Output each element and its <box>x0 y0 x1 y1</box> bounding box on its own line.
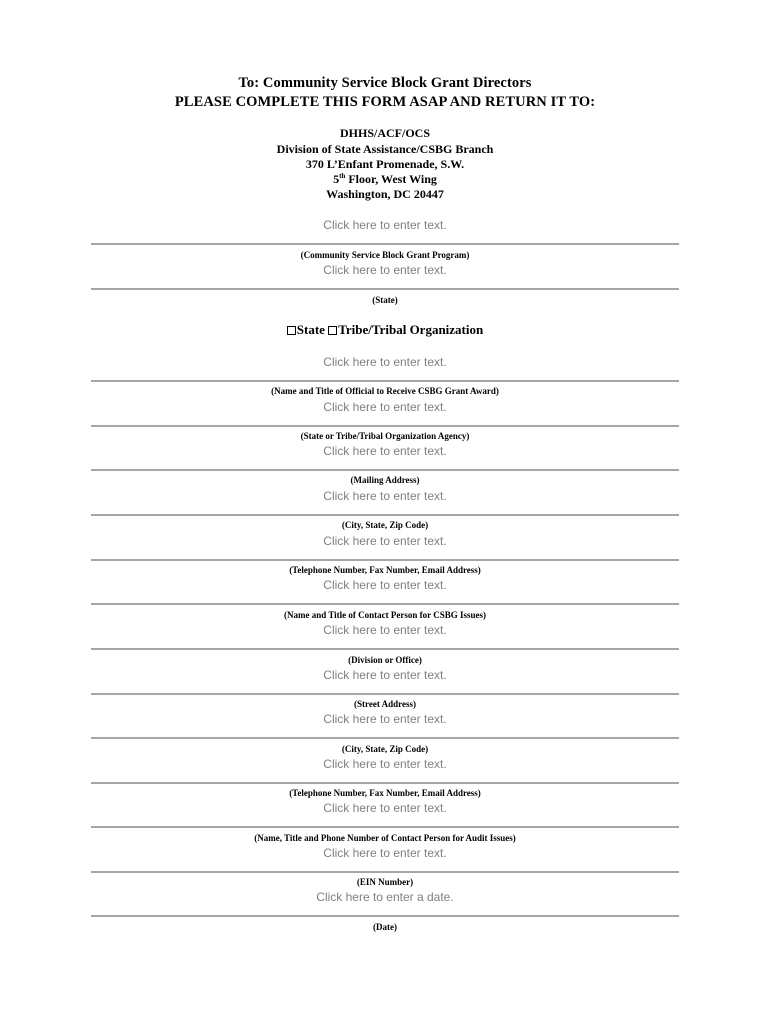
field-underline <box>91 288 679 290</box>
street-address-input[interactable]: Click here to enter text. <box>323 668 447 682</box>
city-state-zip-input[interactable]: Click here to enter text. <box>323 489 447 503</box>
field-caption: (State) <box>372 295 398 305</box>
field-underline <box>91 915 679 917</box>
ein-number-input[interactable]: Click here to enter text. <box>323 846 447 860</box>
field-caption: (City, State, Zip Code) <box>341 520 429 530</box>
field-underline <box>91 514 679 516</box>
state-input[interactable]: Click here to enter text. <box>323 263 447 277</box>
field-caption: (State or Tribe/Tribal Organization Agency) <box>300 431 470 441</box>
contact-city-state-zip-input[interactable]: Click here to enter text. <box>323 712 447 726</box>
address-city: Washington, DC 20447 <box>326 187 444 201</box>
header-recipient-line: To: Community Service Block Grant Directors <box>238 75 532 91</box>
field-caption: (EIN Number) <box>356 877 414 887</box>
program-input[interactable]: Click here to enter text. <box>323 218 447 232</box>
csbg-contact-input[interactable]: Click here to enter text. <box>323 578 447 592</box>
field-underline <box>91 826 679 828</box>
address-floor-number: 5 <box>333 172 340 186</box>
field-caption: (Mailing Address) <box>350 475 420 485</box>
field-caption: (Street Address) <box>354 699 416 709</box>
address-division: Division of State Assistance/CSBG Branch <box>276 142 494 156</box>
field-underline <box>91 469 679 471</box>
division-office-input[interactable]: Click here to enter text. <box>323 623 447 637</box>
address-org: DHHS/ACF/OCS <box>339 126 430 140</box>
field-caption: (Telephone Number, Fax Number, Email Address) <box>289 565 481 575</box>
field-underline <box>91 559 679 561</box>
field-caption: (City, State, Zip Code) <box>341 744 429 754</box>
field-underline <box>91 693 679 695</box>
field-caption: (Name, Title and Phone Number of Contact Person for Audit Issues) <box>254 833 516 843</box>
address-street: 370 L’Enfant Promenade, S.W. <box>305 157 465 171</box>
state-checkbox[interactable] <box>287 326 296 335</box>
mailing-address-input[interactable]: Click here to enter text. <box>323 444 447 458</box>
state-checkbox-label: State <box>296 322 325 337</box>
field-caption: (Date) <box>373 922 397 932</box>
field-underline <box>91 380 679 382</box>
tribe-checkbox[interactable] <box>328 326 337 335</box>
audit-contact-input[interactable]: Click here to enter text. <box>323 801 447 815</box>
address-floor <box>0 172 770 187</box>
field-caption: (Telephone Number, Fax Number, Email Address) <box>289 788 481 798</box>
field-caption: (Name and Title of Contact Person for CSBG Issues) <box>284 610 486 620</box>
field-underline <box>91 648 679 650</box>
field-underline <box>91 243 679 245</box>
date-input[interactable]: Click here to enter a date. <box>316 890 454 904</box>
tribe-checkbox-label: Tribe/Tribal Organization <box>338 322 484 337</box>
field-underline <box>91 737 679 739</box>
address-floor-suffix: th <box>339 172 346 180</box>
official-name-title-input[interactable]: Click here to enter text. <box>323 355 447 369</box>
tribe-option[interactable] <box>328 322 483 338</box>
address-floor-rest: Floor, West Wing <box>345 172 437 186</box>
field-underline <box>91 871 679 873</box>
state-option[interactable] <box>287 322 325 338</box>
field-caption: (Division or Office) <box>348 655 422 665</box>
field-caption: (Community Service Block Grant Program) <box>300 250 470 260</box>
field-underline <box>91 603 679 605</box>
field-caption: (Name and Title of Official to Receive CSBG Grant Award) <box>271 386 499 396</box>
field-underline <box>91 782 679 784</box>
header-instruction-line: PLEASE COMPLETE THIS FORM ASAP AND RETURN IT TO: <box>174 94 596 110</box>
contact-phone-fax-email-input[interactable]: Click here to enter text. <box>323 757 447 771</box>
phone-fax-email-input[interactable]: Click here to enter text. <box>323 534 447 548</box>
field-underline <box>91 425 679 427</box>
agency-input[interactable]: Click here to enter text. <box>323 400 447 414</box>
entity-type-options <box>0 322 770 338</box>
